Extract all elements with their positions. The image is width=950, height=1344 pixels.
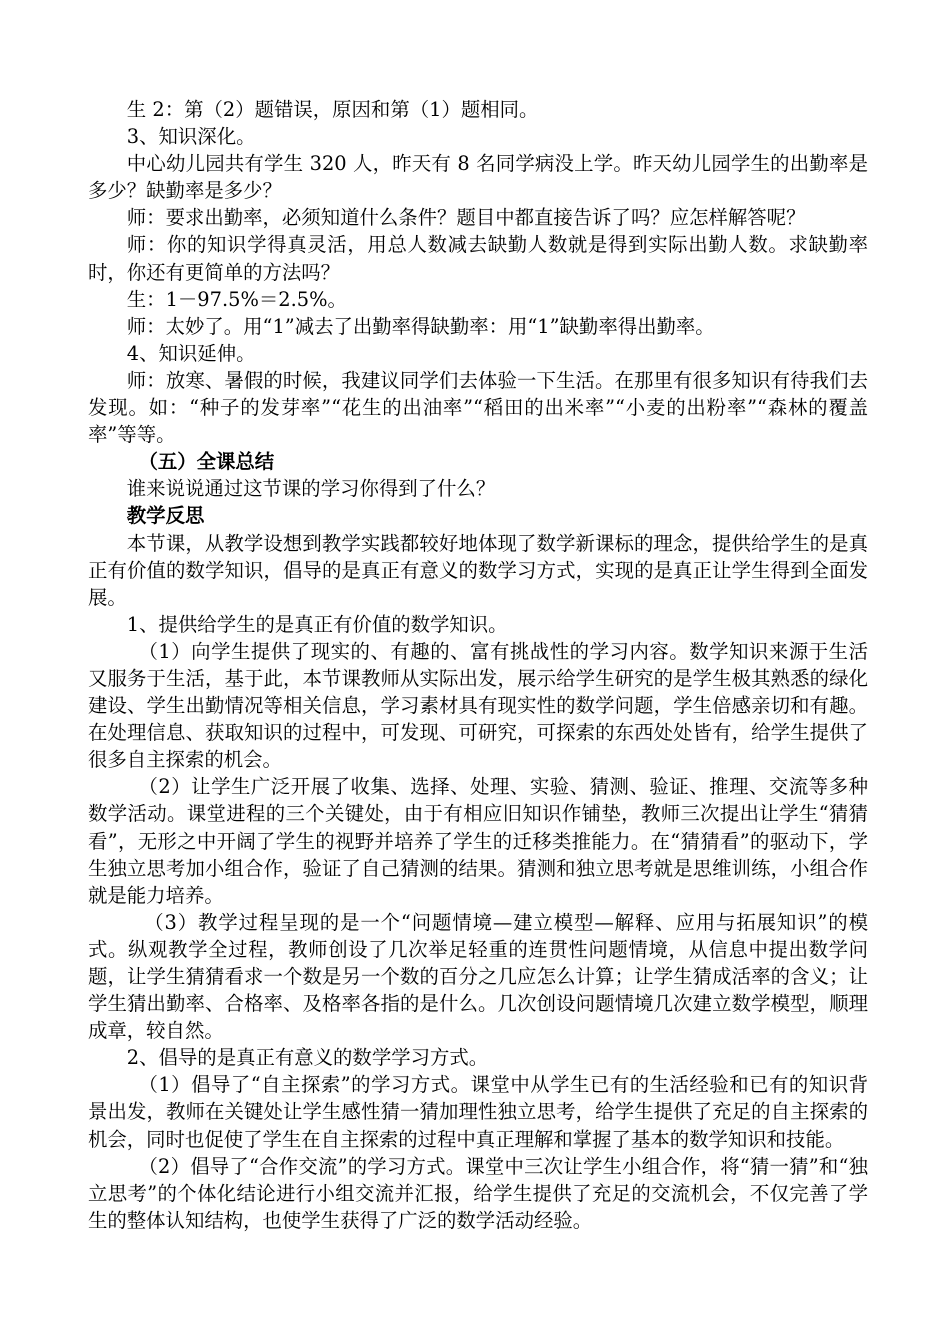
paragraph-teacher-remark: 师：太妙了。用“1”减去了出勤率得缺勤率：用“1”缺勤率得出勤率。 xyxy=(126,314,715,338)
paragraph-student2-answer: 生 2：第（2）题错误，原因和第（1）题相同。 xyxy=(126,98,539,121)
paragraph-student-formula: 生：1－97.5%＝2.5%。 xyxy=(126,287,347,311)
paragraph-point-1-2: （2）让学生广泛开展了收集、选择、处理、实验、猜测、验证、推理、交流等多种数学活动。课堂进程的三个关键处，由于有相应旧知识作铺垫，教师三次提出让学生“猜猜看”，无形之中开阔了学生的视野并培养了学生的迁移类推能力。在“猜猜看”的驱动下，学生独立思考加小组合作，验证了自己猜测的结果。猜测和独立思考就是思维训练，小组合作就是能力培养。 xyxy=(88,775,868,907)
paragraph-point-2-2: （2）倡导了“合作交流”的学习方式。课堂中三次让学生小组合作，将“猜一猜”和“独立思考”的个体化结论进行小组交流并汇报，给学生提供了充足的交流机会，不仅完善了学生的整体认知结构，也使学生获得了广泛的数学活动经验。 xyxy=(88,1154,868,1232)
paragraph-holiday-suggestion: 师：放寒、暑假的时候，我建议同学们去体验一下生活。在那里有很多知识有待我们去发现。如：“种子的发芽率”“花生的出油率”“稻田的出米率”“小麦的出粉率”“森林的覆盖率”等等。 xyxy=(88,368,868,447)
paragraph-knowledge-extension: 4、知识延伸。 xyxy=(126,341,256,365)
paragraph-point-1-3: （3）教学过程呈现的是一个“问题情境—建立模型—解释、应用与拓展知识”的模式。纵观教学全过程，教师创设了几次举足轻重的连贯性问题情境，从信息中提出数学问题，让学生猜猜看求一个数是另一个数的百分之几应怎么计算；让学生猜成活率的含义；让学生猜出勤率、合格率、及格率各指的是什么。几次创设问题情境几次建立数学模型，顺理成章，较自然。 xyxy=(88,910,868,1043)
paragraph-point-1: 1、提供给学生的是真正有价值的数学知识。 xyxy=(126,612,508,636)
paragraph-reflection-intro: 本节课，从教学设想到教学实践都较好地体现了数学新课标的理念，提供给学生的是真正有价值的数学知识，倡导的是真正有意义的数学习方式，实现的是真正让学生得到全面发展。 xyxy=(88,531,868,609)
section-heading-summary: （五）全课总结 xyxy=(138,450,275,474)
section-heading-reflection: 教学反思 xyxy=(126,504,205,528)
document-page xyxy=(88,96,868,1234)
paragraph-teacher-question: 师：要求出勤率，必须知道什么条件？题目中都直接告诉了吗？应怎样解答呢？ xyxy=(126,206,806,230)
paragraph-point-2-1: （1）倡导了“自主探索”的学习方式。课堂中从学生已有的生活经验和已有的知识背景出发，教师在关键处让学生感性猜一猜加理性独立思考，给学生提供了充足的自主探索的机会，同时也促使了学生在自主探索的过程中真正理解和掌握了基本的数学知识和技能。 xyxy=(88,1073,868,1151)
paragraph-point-2: 2、倡导的是真正有意义的数学学习方式。 xyxy=(126,1046,489,1070)
paragraph-knowledge-deepening: 3、知识深化。 xyxy=(126,125,256,149)
paragraph-kindergarten-problem: 中心幼儿园共有学生 320 人，昨天有 8 名同学病没上学。昨天幼儿园学生的出勤率是多少？缺勤率是多少？ xyxy=(88,152,868,203)
paragraph-summary-question: 谁来说说通过这节课的学习你得到了什么？ xyxy=(126,477,496,501)
paragraph-point-1-1: （1）向学生提供了现实的、有趣的、富有挑战性的学习内容。数学知识来源于生活又服务于生活，基于此，本节课教师从实际出发，展示给学生研究的是学生极其熟悉的绿化建设、学生出勤情况等相关信息，学习素材具有现实性的数学问题，学生倍感亲切和有趣。在处理信息、获取知识的过程中，可发现、可研究，可探索的东西处处皆有，给学生提供了很多自主探索的机会。 xyxy=(88,639,868,772)
paragraph-teacher-praise: 师：你的知识学得真灵活，用总人数减去缺勤人数就是得到实际出勤人数。求缺勤率时，你还有更简单的方法吗？ xyxy=(88,233,868,284)
